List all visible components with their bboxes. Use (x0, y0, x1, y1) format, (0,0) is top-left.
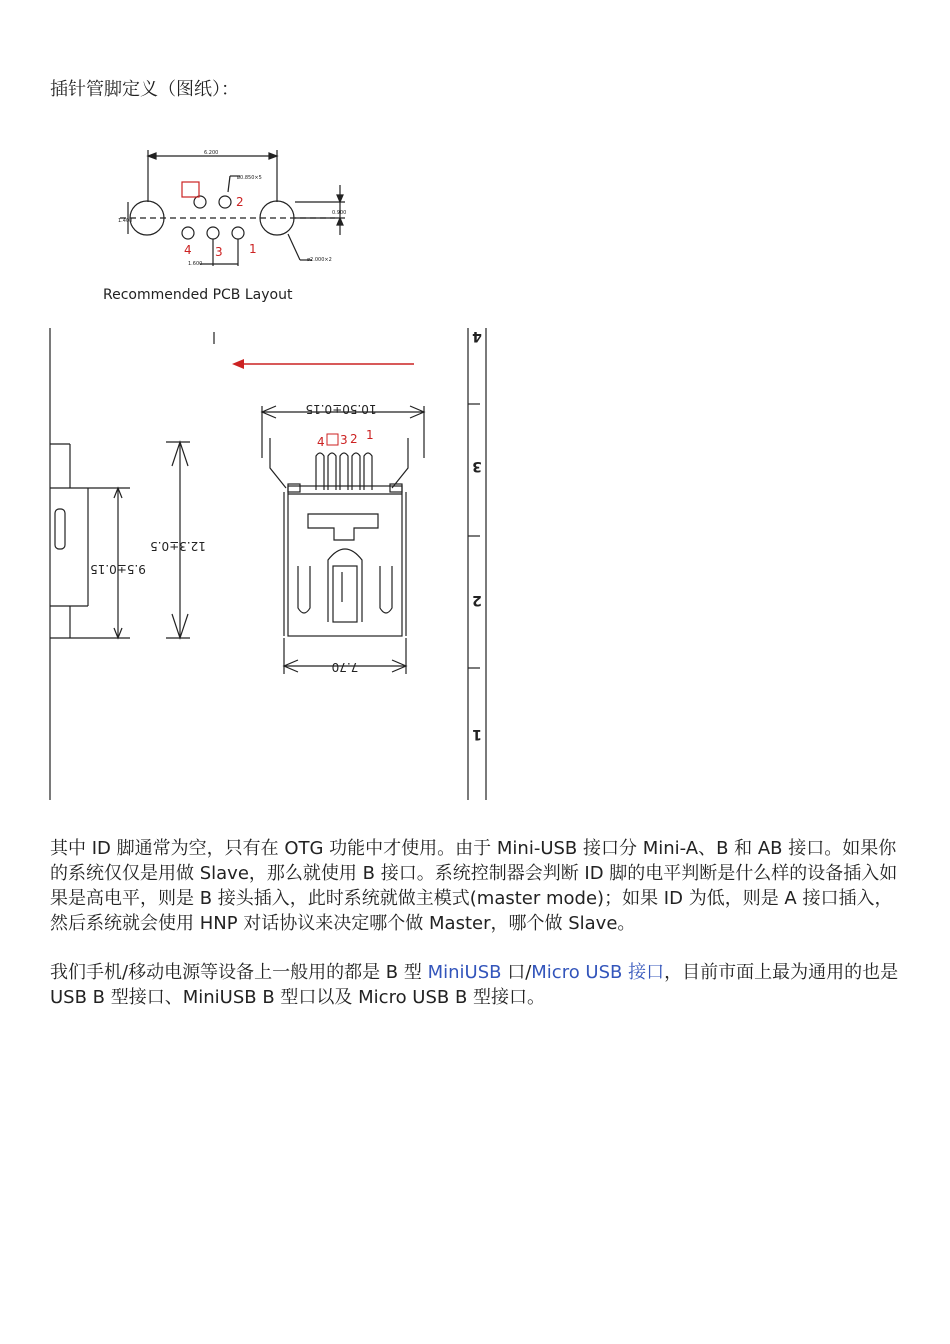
connector-mechanical-drawing (48, 326, 493, 804)
paragraph-id-pin-explanation: 其中 ID 脚通常为空，只有在 OTG 功能中才使用。由于 Mini-USB 接口分 Mini-A、B 和 AB 接口。如果你的系统仅仅是用做 Slave，那么就使用 B 接口。系统控制器会判断 ID 脚的电平判断是什么样的设备插入如果是高电平，则是 B 接头插入，此时系统就做主模式(master mode)；如果 ID 为低，则是 A 接口插入，然后系统就会使用 HNP 对话协议来决定哪个做 Master，哪个做 Slave。 (50, 838, 898, 934)
pcb-dim-row-offset: 0.900 (332, 210, 347, 216)
ruler-label-3: 3 (472, 458, 482, 474)
pcb-dim-pin-hole: ø0.850×5 (237, 175, 262, 181)
paragraph-usb-types (50, 960, 910, 1010)
para2-text-b: 口/ (501, 962, 532, 983)
pcb-dim-side: 1.400 (118, 218, 133, 224)
pcb-dim-pitch: 1.600 (188, 261, 203, 267)
pcb-pin-label-4: 4 (184, 243, 192, 257)
para2-text-c: ，目前市面上最为通用的也是 USB B 型接口、MiniUSB B 型口以及 Micro USB B 型接口。 (50, 962, 899, 1008)
pcb-dim-width: 6.200 (204, 150, 219, 156)
micro-usb-link[interactable]: Micro USB 接口 (531, 962, 665, 983)
pcb-pin-label-3: 3 (215, 245, 223, 259)
mech-dim-top: 10.50±0.15 (305, 402, 377, 416)
mech-pin-label-4: 4 (317, 435, 325, 449)
mech-pin-label-1: 1 (366, 428, 374, 442)
mech-pin-label-2: 2 (350, 432, 358, 446)
ruler-label-1: 1 (472, 726, 482, 742)
pcb-caption: Recommended PCB Layout (103, 287, 293, 303)
pcb-dim-mount-hole: ø2.000×2 (307, 257, 332, 263)
para2-text-a: 我们手机/移动电源等设备上一般用的都是 B 型 (50, 962, 428, 983)
pcb-pin-label-1: 1 (249, 242, 257, 256)
ruler-label-4: 4 (472, 328, 482, 344)
mech-dim-body: 9.5±0.15 (90, 562, 146, 576)
pcb-layout-drawing (100, 140, 360, 310)
miniusb-link[interactable]: MiniUSB (427, 962, 502, 983)
ruler-label-2: 2 (472, 592, 482, 608)
pcb-pin-label-2: 2 (236, 195, 244, 209)
mech-dim-bottom: 7.70 (331, 660, 359, 674)
section-heading: 插针管脚定义（图纸）： (50, 79, 239, 100)
mech-dim-height: 12.3±0.5 (150, 539, 206, 553)
mech-pin-label-3: 3 (340, 433, 348, 447)
